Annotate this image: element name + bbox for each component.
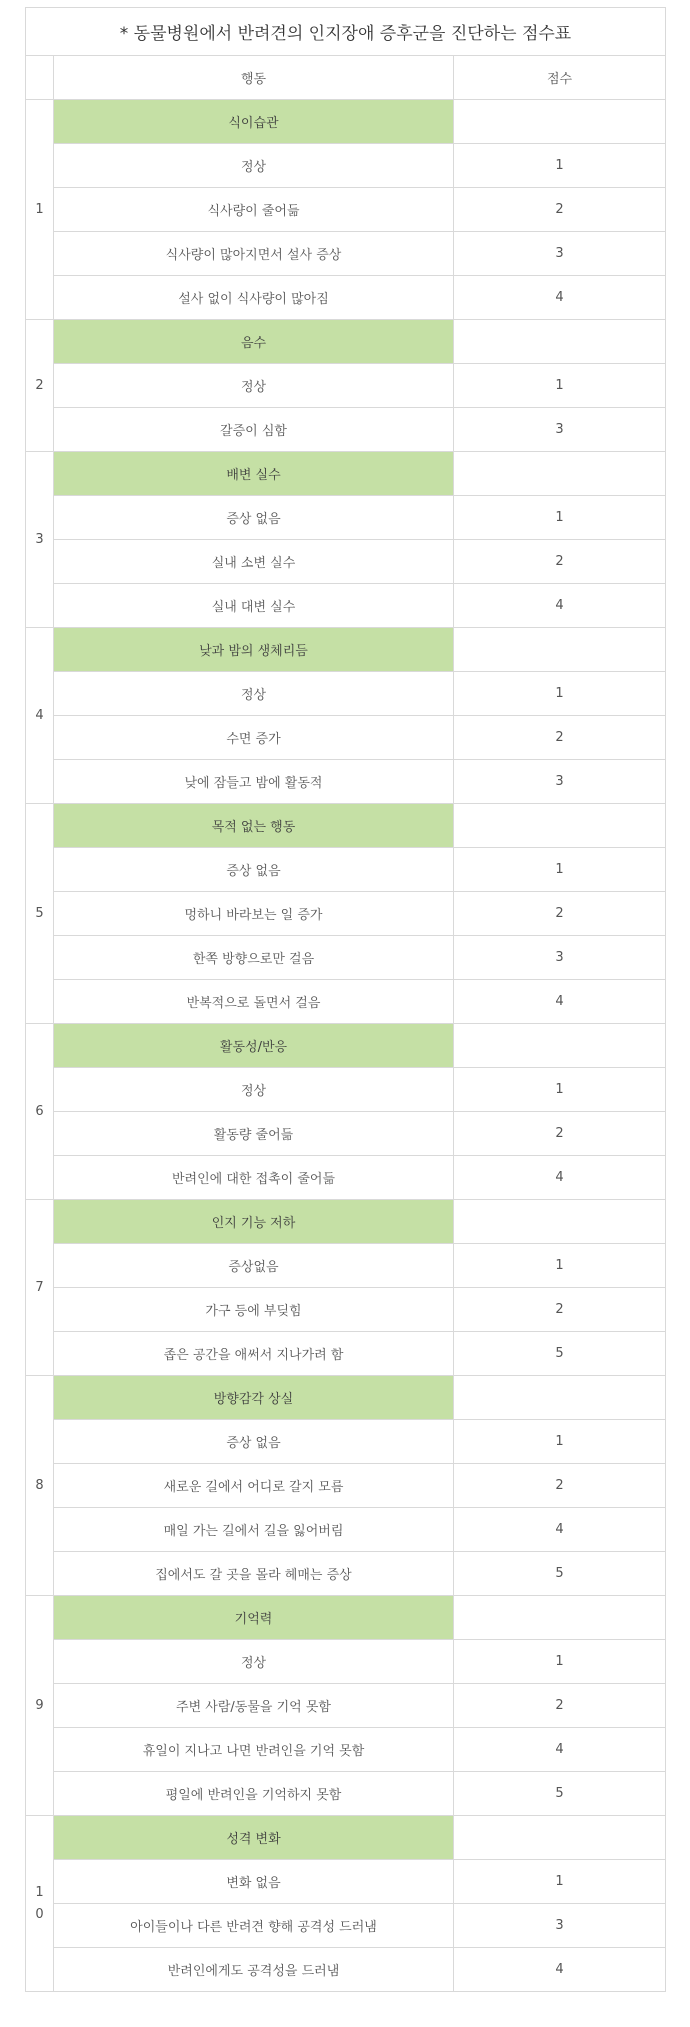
score-cell: 3 (454, 408, 666, 452)
score-cell: 4 (454, 1728, 666, 1772)
table-row (26, 188, 666, 232)
group-number (26, 1376, 54, 1596)
table-row (26, 1552, 666, 1596)
category-score-blank (454, 1376, 666, 1420)
score-cell: 1 (454, 496, 666, 540)
group-number-label: 2 (35, 377, 44, 393)
score-cell: 2 (454, 540, 666, 584)
behavior-cell: 반려인에 대한 접촉이 줄어듦 (54, 1156, 454, 1200)
score-cell: 4 (454, 584, 666, 628)
group-number (26, 320, 54, 452)
table-row (26, 1508, 666, 1552)
table-row (26, 980, 666, 1024)
table-row (26, 1420, 666, 1464)
score-cell: 4 (454, 1156, 666, 1200)
behavior-cell: 정상 (54, 672, 454, 716)
header-score: 점수 (454, 56, 666, 100)
table-row (26, 672, 666, 716)
table-row (26, 1728, 666, 1772)
score-cell: 1 (454, 672, 666, 716)
behavior-cell: 반려인에게도 공격성을 드러냄 (54, 1948, 454, 1992)
category-row (26, 1200, 666, 1244)
score-cell: 5 (454, 1772, 666, 1816)
table-row (26, 848, 666, 892)
score-cell: 2 (454, 716, 666, 760)
group-number-label: 3 (35, 531, 44, 547)
behavior-cell: 멍하니 바라보는 일 증가 (54, 892, 454, 936)
score-cell: 3 (454, 1904, 666, 1948)
behavior-cell: 식사량이 많아지면서 설사 증상 (54, 232, 454, 276)
table-row (26, 1772, 666, 1816)
category-row (26, 320, 666, 364)
behavior-cell: 주변 사람/동물을 기억 못함 (54, 1684, 454, 1728)
table-row (26, 276, 666, 320)
score-cell: 3 (454, 760, 666, 804)
category-cell: 낮과 밤의 생체리듬 (54, 628, 454, 672)
behavior-cell: 정상 (54, 144, 454, 188)
behavior-cell: 새로운 길에서 어디로 갈지 모름 (54, 1464, 454, 1508)
score-cell: 1 (454, 144, 666, 188)
score-cell: 4 (454, 1948, 666, 1992)
category-cell: 활동성/반응 (54, 1024, 454, 1068)
behavior-cell: 실내 대변 실수 (54, 584, 454, 628)
behavior-cell: 설사 없이 식사량이 많아짐 (54, 276, 454, 320)
behavior-cell: 증상 없음 (54, 848, 454, 892)
behavior-cell: 수면 증가 (54, 716, 454, 760)
behavior-cell: 활동량 줄어듦 (54, 1112, 454, 1156)
score-table (25, 7, 666, 1992)
behavior-cell: 갈증이 심함 (54, 408, 454, 452)
category-cell: 성격 변화 (54, 1816, 454, 1860)
behavior-cell: 한쪽 방향으로만 걸음 (54, 936, 454, 980)
category-cell: 식이습관 (54, 100, 454, 144)
table-row (26, 1464, 666, 1508)
table-row (26, 1244, 666, 1288)
behavior-cell: 좁은 공간을 애써서 지나가려 함 (54, 1332, 454, 1376)
category-cell: 음수 (54, 320, 454, 364)
score-cell: 1 (454, 1068, 666, 1112)
table-title: * 동물병원에서 반려견의 인지장애 증후군을 진단하는 점수표 (26, 8, 666, 56)
category-cell: 인지 기능 저하 (54, 1200, 454, 1244)
table-row (26, 364, 666, 408)
behavior-cell: 증상 없음 (54, 496, 454, 540)
category-row (26, 1024, 666, 1068)
score-cell: 3 (454, 232, 666, 276)
behavior-cell: 낮에 잠들고 밤에 활동적 (54, 760, 454, 804)
category-row (26, 628, 666, 672)
header-row (26, 56, 666, 100)
behavior-cell: 변화 없음 (54, 1860, 454, 1904)
category-score-blank (454, 1816, 666, 1860)
group-number-label: 5 (35, 905, 44, 921)
group-number-label: 6 (35, 1103, 44, 1119)
score-cell: 1 (454, 1860, 666, 1904)
score-cell: 2 (454, 1288, 666, 1332)
table-row (26, 584, 666, 628)
category-row (26, 1376, 666, 1420)
group-number-label: 8 (35, 1477, 44, 1493)
category-row (26, 100, 666, 144)
table-row (26, 936, 666, 980)
group-number-label: 4 (35, 707, 44, 723)
table-row (26, 1112, 666, 1156)
table-row (26, 540, 666, 584)
table-row (26, 1068, 666, 1112)
category-score-blank (454, 452, 666, 496)
table-row (26, 716, 666, 760)
behavior-cell: 실내 소변 실수 (54, 540, 454, 584)
behavior-cell: 집에서도 갈 곳을 몰라 헤매는 증상 (54, 1552, 454, 1596)
category-row (26, 1596, 666, 1640)
behavior-cell: 정상 (54, 1640, 454, 1684)
behavior-cell: 아이들이나 다른 반려견 향해 공격성 드러냄 (54, 1904, 454, 1948)
score-cell: 1 (454, 1640, 666, 1684)
score-cell: 2 (454, 1112, 666, 1156)
table-row (26, 760, 666, 804)
group-number (26, 628, 54, 804)
score-cell: 4 (454, 276, 666, 320)
group-number-label: 10 (35, 1884, 44, 1922)
behavior-cell: 증상없음 (54, 1244, 454, 1288)
category-score-blank (454, 1200, 666, 1244)
category-cell: 배변 실수 (54, 452, 454, 496)
behavior-cell: 정상 (54, 364, 454, 408)
table-row (26, 892, 666, 936)
score-cell: 1 (454, 1244, 666, 1288)
category-score-blank (454, 1024, 666, 1068)
table-row (26, 1684, 666, 1728)
score-cell: 4 (454, 980, 666, 1024)
group-number-label: 1 (35, 201, 44, 217)
table-row (26, 1948, 666, 1992)
behavior-cell: 매일 가는 길에서 길을 잃어버림 (54, 1508, 454, 1552)
group-number (26, 1596, 54, 1816)
category-cell: 기억력 (54, 1596, 454, 1640)
category-cell: 목적 없는 행동 (54, 804, 454, 848)
score-cell: 5 (454, 1332, 666, 1376)
category-cell: 방향감각 상실 (54, 1376, 454, 1420)
table-row (26, 1332, 666, 1376)
behavior-cell: 반복적으로 돌면서 걸음 (54, 980, 454, 1024)
score-cell: 4 (454, 1508, 666, 1552)
behavior-cell: 평일에 반려인을 기억하지 못함 (54, 1772, 454, 1816)
score-cell: 2 (454, 1684, 666, 1728)
category-score-blank (454, 1596, 666, 1640)
table-row (26, 232, 666, 276)
behavior-cell: 휴일이 지나고 나면 반려인을 기억 못함 (54, 1728, 454, 1772)
table-row (26, 1156, 666, 1200)
group-number (26, 1200, 54, 1376)
score-cell: 5 (454, 1552, 666, 1596)
table-row (26, 496, 666, 540)
header-behavior: 행동 (54, 56, 454, 100)
category-score-blank (454, 100, 666, 144)
title-row (26, 8, 666, 56)
category-row (26, 804, 666, 848)
score-cell: 3 (454, 936, 666, 980)
group-number-label: 7 (35, 1279, 44, 1295)
score-cell: 2 (454, 892, 666, 936)
header-blank (26, 56, 54, 100)
category-score-blank (454, 628, 666, 672)
table-row (26, 1288, 666, 1332)
behavior-cell: 증상 없음 (54, 1420, 454, 1464)
table-row (26, 408, 666, 452)
score-cell: 1 (454, 1420, 666, 1464)
score-cell: 1 (454, 364, 666, 408)
category-score-blank (454, 804, 666, 848)
behavior-cell: 가구 등에 부딪힘 (54, 1288, 454, 1332)
group-number (26, 100, 54, 320)
score-cell: 1 (454, 848, 666, 892)
score-cell: 2 (454, 1464, 666, 1508)
table-row (26, 1904, 666, 1948)
group-number (26, 1816, 54, 1992)
category-row (26, 1816, 666, 1860)
table-row (26, 1640, 666, 1684)
score-cell: 2 (454, 188, 666, 232)
category-score-blank (454, 320, 666, 364)
group-number (26, 452, 54, 628)
category-row (26, 452, 666, 496)
behavior-cell: 식사량이 줄어듦 (54, 188, 454, 232)
group-number-label: 9 (35, 1697, 44, 1713)
table-row (26, 1860, 666, 1904)
table-row (26, 144, 666, 188)
behavior-cell: 정상 (54, 1068, 454, 1112)
group-number (26, 1024, 54, 1200)
group-number (26, 804, 54, 1024)
